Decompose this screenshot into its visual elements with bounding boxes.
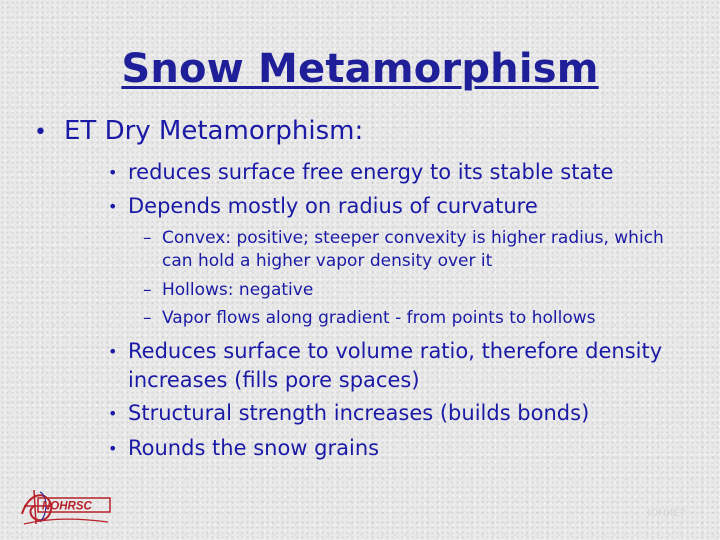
sub-bullet: [108, 337, 688, 395]
sub-bullet-text: Rounds the snow grains: [128, 436, 380, 460]
sub-bullet-text: Depends mostly on radius of curvature: [128, 194, 538, 218]
bullet-marker: •: [34, 120, 47, 145]
sub-bullet: [108, 158, 688, 187]
sub-sub-bullet-text: Convex: positive; steeper convexity is higher radius, which can hold a higher vapor density over it: [162, 228, 664, 271]
sub-bullet: [108, 399, 688, 428]
main-bullet: [34, 116, 363, 146]
bullet-marker: •: [108, 197, 118, 216]
bullet-marker: •: [108, 439, 118, 458]
sub-bullet-text: reduces surface free energy to its stable state: [128, 160, 614, 184]
sub-sub-bullet: [143, 279, 692, 302]
nohrsc-logo-icon: [18, 484, 114, 528]
sub-bullet-text: Reduces surface to volume ratio, therefore density increases (fills pore spaces): [128, 339, 663, 392]
sub-sub-bullet-text: Hollows: negative: [162, 280, 314, 300]
bullet-marker: •: [108, 342, 118, 361]
sub-sub-bullet: [143, 307, 692, 330]
dash-marker: –: [143, 228, 152, 248]
sub-sub-bullet-text: Vapor flows along gradient - from points to hollows: [162, 308, 596, 328]
logo-text: NOHRSC: [42, 500, 92, 513]
sub-bullet-text: Structural strength increases (builds bonds): [128, 401, 590, 425]
footer-text: ЈОНИЕ7: [647, 508, 686, 519]
slide-title: Snow Metamorphism: [121, 46, 599, 92]
bullet-marker: •: [108, 163, 118, 182]
sub-bullet: [108, 434, 688, 463]
sub-sub-bullet: [143, 227, 692, 273]
sub-bullet: [108, 192, 688, 221]
main-bullet-text: ET Dry Metamorphism:: [64, 116, 364, 146]
dash-marker: –: [143, 280, 152, 300]
bullet-marker: •: [108, 404, 118, 423]
dash-marker: –: [143, 308, 152, 328]
